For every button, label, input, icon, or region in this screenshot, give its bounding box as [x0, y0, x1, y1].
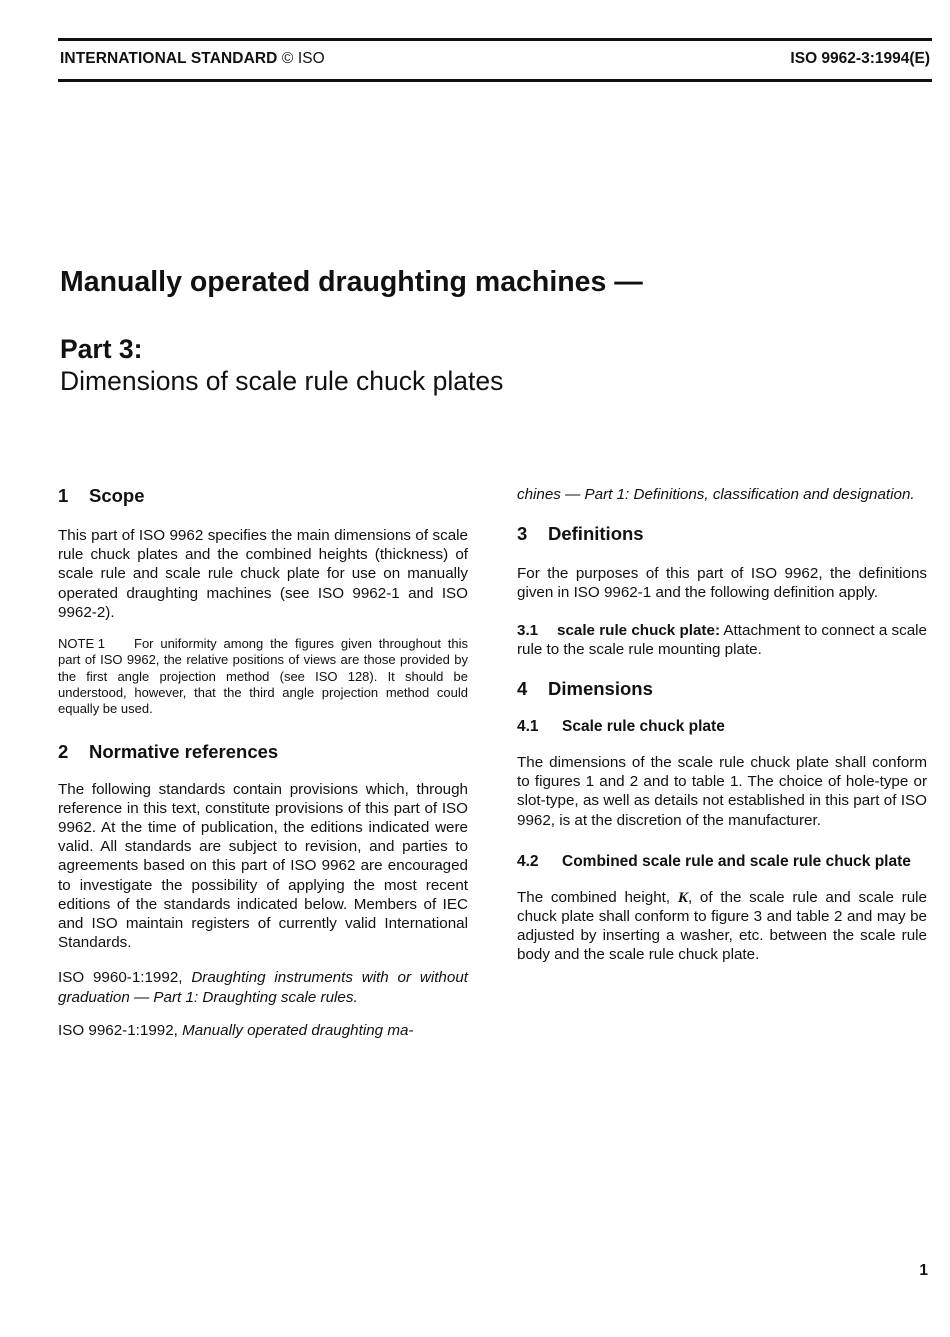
header-bottom-rule: [58, 79, 932, 82]
section-number: 3: [517, 523, 528, 545]
note-1: [58, 636, 468, 717]
left-column: [58, 484, 468, 1040]
scope-paragraph: This part of ISO 9962 specifies the main dimensions of scale rule chuck plates and the combined heights (thickness) of scale rule and scale rule chuck plate for use on manually operated draughting machines (see ISO 9962-1 and ISO 9962-2).: [58, 527, 468, 621]
definition-term: scale rule chuck plate:: [557, 621, 720, 639]
section-number: 2: [58, 740, 69, 762]
section-title: Definitions: [548, 523, 644, 545]
subsection-4-1-heading: [517, 717, 927, 737]
section-scope-heading: [58, 484, 468, 508]
section-title: Dimensions: [548, 678, 653, 700]
header-doc-id: ISO 9962-3:1994(E): [790, 50, 930, 67]
section-definitions-heading: [517, 522, 927, 546]
subsection-4-2-heading: [517, 852, 927, 872]
definition-text: Attachment to connect a scale rule to the scale rule mounting plate.: [517, 621, 927, 658]
page-number: 1: [919, 1262, 928, 1279]
definition-3-1: [517, 621, 927, 659]
normative-paragraph: The following standards contain provisions which, through reference in this text, constitute provisions of this part of ISO 9962. At the time of publication, the editions indicated were valid. All standards are subject to revision, and parties to agreements based on this part of ISO 9962 are encouraged to investigate the possibility of applying the most recent editions of the standards indicated below. Members of IEC and ISO maintain registers of currently valid International Standards.: [58, 780, 468, 952]
section-dimensions-heading: [517, 677, 927, 701]
paragraph-text: , of the scale rule and scale rule chuck plate shall conform to figure 3 and table 2 and may be adjusted by inserting a washer, etc. between the scale rule body and the scale rule chuck plate.: [517, 888, 927, 964]
symbol-k: K: [677, 888, 688, 906]
reference-title: Draughting instruments with or without graduation — Part 1: Draughting scale rules.: [58, 969, 468, 1006]
part-label: Part 3:: [60, 334, 143, 364]
copyright-iso: © ISO: [281, 50, 325, 67]
reference-iso-9960-1: [58, 968, 468, 1006]
subsection-title: Scale rule chuck plate: [562, 718, 725, 736]
section-number: 4: [517, 678, 528, 700]
section-normative-heading: [58, 740, 468, 764]
right-column: [517, 484, 927, 965]
standard-label-text: INTERNATIONAL STANDARD: [60, 50, 278, 67]
document-title: Manually operated draughting machines —: [60, 266, 643, 298]
paragraph-text: The combined height,: [517, 888, 671, 906]
section-title: Normative references: [89, 740, 279, 762]
subsection-title: Combined scale rule and scale rule chuck plate: [562, 852, 911, 870]
subsection-4-2-paragraph: [517, 888, 927, 965]
reference-title: Manually operated draughting ma-: [182, 1021, 414, 1039]
reference-iso-9962-1: [58, 1021, 468, 1040]
reference-id: ISO 9960-1:1992,: [58, 969, 183, 987]
section-number: 1: [58, 485, 69, 506]
note-text: For uniformity among the figures given throughout this part of ISO 9962, the relative positions of views are those provided by the first angle projection method (see ISO 128). It should be understood, however, that the third angle projection method could equally be used.: [58, 636, 468, 717]
definitions-paragraph: For the purposes of this part of ISO 9962, the definitions given in ISO 9962-1 and the following definition apply.: [517, 565, 927, 602]
definition-number: 3.1: [517, 621, 539, 639]
subsection-number: 4.1: [517, 718, 539, 736]
subsection-4-1-paragraph: The dimensions of the scale rule chuck plate shall conform to figures 1 and 2 and to table 1. The choice of hole-type or slot-type, as well as details not established in this part of ISO 9962, is at the discretion of the manufacturer.: [517, 754, 927, 829]
part-subtitle: Dimensions of scale rule chuck plates: [60, 366, 504, 396]
note-label: NOTE 1: [58, 636, 105, 652]
reference-id: ISO 9962-1:1992,: [58, 1021, 178, 1039]
header-standard-label: [60, 50, 325, 68]
section-title: Scope: [89, 485, 145, 506]
subsection-number: 4.2: [517, 852, 539, 870]
reference-continuation: chines — Part 1: Definitions, classification and designation.: [517, 486, 915, 503]
header-top-rule: [58, 38, 932, 41]
